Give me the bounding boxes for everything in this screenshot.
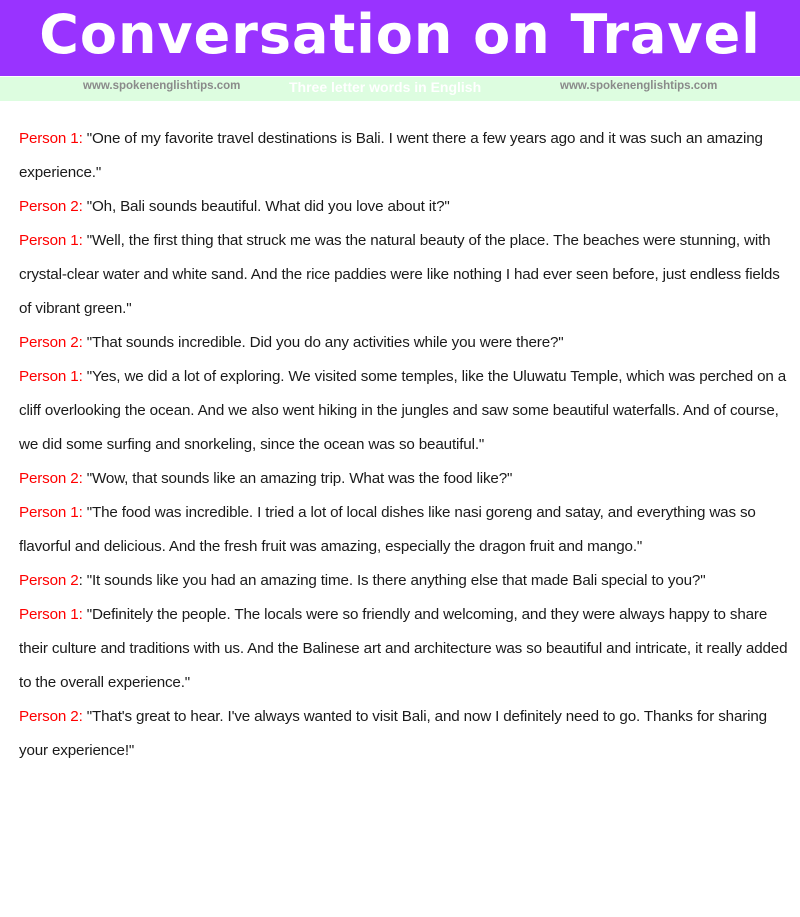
dialogue-turn <box>19 190 794 224</box>
dialogue-turn <box>19 496 794 564</box>
dialogue-turn <box>19 360 794 462</box>
website-url-left: www.spokenenglishtips.com <box>83 80 241 92</box>
dialogue-turn <box>19 462 794 496</box>
title-banner <box>0 0 800 76</box>
dialogue-text: "Definitely the people. The locals were so friendly and welcoming, and they were always happy to share their culture and traditions with us. And the Balinese art and architecture was so beautiful and intricate, it really added to the overall experience." <box>19 606 788 691</box>
dialogue-turn <box>19 326 794 360</box>
dialogue-text: : "It sounds like you had an amazing time. Is there anything else that made Bali special to you?" <box>78 572 706 589</box>
speaker-label: Person 1: <box>19 368 83 385</box>
watermark-text: Three letter words in English <box>289 79 482 95</box>
dialogue-turn <box>19 224 794 326</box>
speaker-label: Person 1: <box>19 232 83 249</box>
dialogue-text: "That sounds incredible. Did you do any activities while you were there?" <box>82 334 564 351</box>
speaker-label: Person 1: <box>19 504 83 521</box>
speaker-label: Person 2: <box>19 198 83 215</box>
speaker-label: Person 2: <box>19 708 83 725</box>
dialogue-text: "Wow, that sounds like an amazing trip. What was the food like?" <box>82 470 513 487</box>
dialogue-text: "Yes, we did a lot of exploring. We visited some temples, like the Uluwatu Temple, which was perched on a cliff overlooking the ocean. And we also went hiking in the jungles and saw some beautiful waterfalls. And of course, we did some surfing and snorkeling, since the ocean was so beautiful." <box>19 368 787 453</box>
dialogue-text: "Oh, Bali sounds beautiful. What did you love about it?" <box>82 198 450 215</box>
dialogue-turn <box>19 564 794 598</box>
dialogue-turn <box>19 598 794 700</box>
conversation-body <box>19 122 794 768</box>
dialogue-text: "That's great to hear. I've always wanted to visit Bali, and now I definitely need to go. Thanks for sharing your experience!" <box>19 708 767 759</box>
speaker-label: Person 1: <box>19 130 83 147</box>
speaker-label: Person 1: <box>19 606 83 623</box>
subtitle-strip <box>0 77 800 101</box>
dialogue-text: "One of my favorite travel destinations is Bali. I went there a few years ago and it was such an amazing experience." <box>19 130 763 181</box>
page-title: Conversation on Travel <box>39 3 761 66</box>
dialogue-text: "The food was incredible. I tried a lot of local dishes like nasi goreng and satay, and everything was so flavorful and delicious. And the fresh fruit was amazing, especially the dragon fruit and mango." <box>19 504 756 555</box>
speaker-label: Person 2: <box>19 470 83 487</box>
dialogue-turn <box>19 700 794 768</box>
speaker-label: Person 2 <box>19 572 79 589</box>
dialogue-turn <box>19 122 794 190</box>
website-url-right: www.spokenenglishtips.com <box>560 80 718 92</box>
dialogue-text: "Well, the first thing that struck me was the natural beauty of the place. The beaches were stunning, with crystal-clear water and white sand. And the rice paddies were like nothing I had ever seen before, just endless fields of vibrant green." <box>19 232 780 317</box>
speaker-label: Person 2: <box>19 334 83 351</box>
